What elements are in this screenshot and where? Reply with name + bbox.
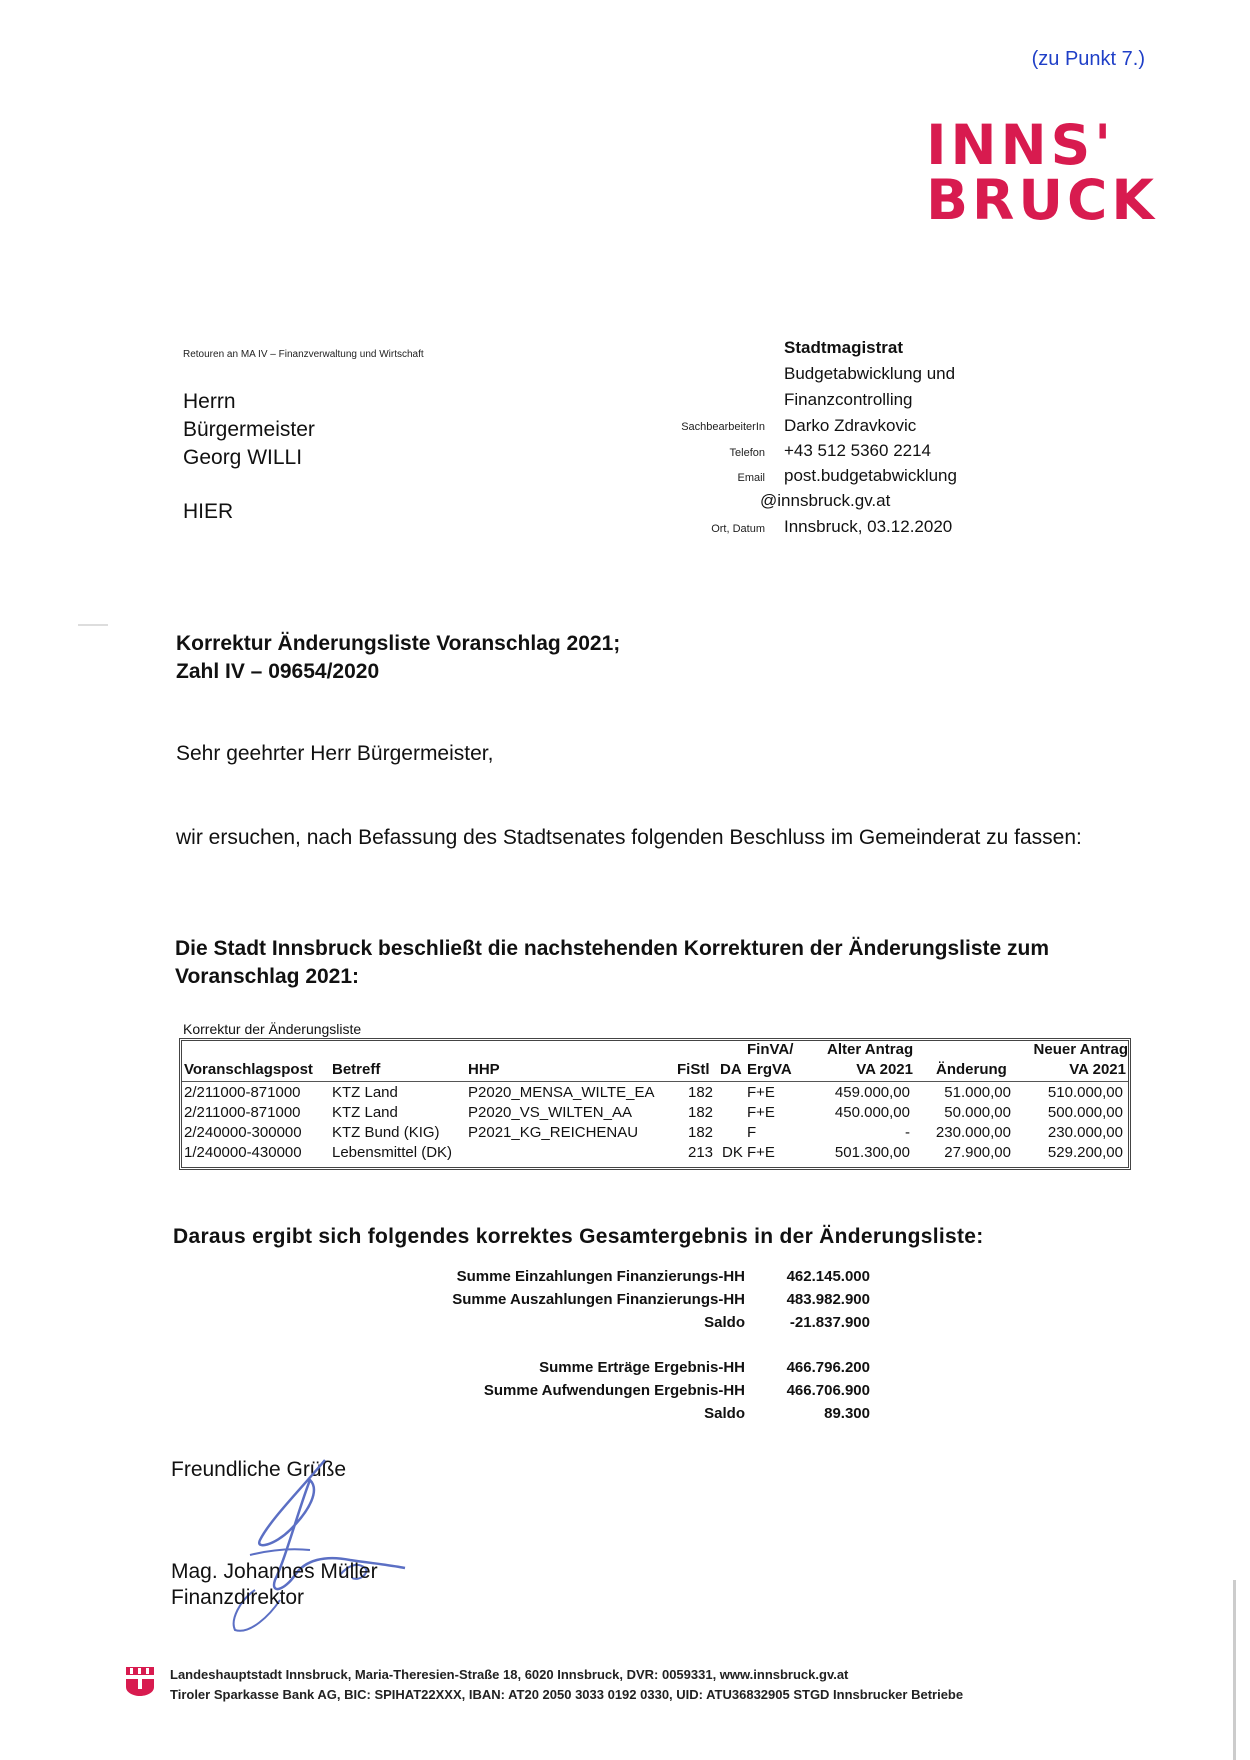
clerk-name: Darko Zdravkovic <box>784 416 917 435</box>
row-2-hhp: P2020_VS_WILTEN_AA <box>468 1104 632 1121</box>
summary-value-2: 483.982.900 <box>786 1291 870 1308</box>
subject-line-2: Zahl IV – 09654/2020 <box>176 660 380 683</box>
row-2-fistl: 182 <box>688 1104 714 1121</box>
recipient-line-2: Bürgermeister <box>183 418 315 441</box>
row-2-aenderung: 50.000,00 <box>944 1104 1011 1121</box>
row-4-da: DK <box>722 1144 743 1161</box>
row-1-post: 2/211000-871000 <box>184 1084 301 1101</box>
row-3-post: 2/240000-300000 <box>184 1124 302 1141</box>
summary-label-1: Summe Einzahlungen Finanzierungs-HH <box>456 1268 745 1285</box>
table-caption: Korrektur der Änderungsliste <box>183 1021 362 1037</box>
row-1-neuer: 510.000,00 <box>1047 1084 1123 1101</box>
row-1-alter: 459.000,00 <box>834 1084 910 1101</box>
summary-value-3: -21.837.900 <box>789 1314 870 1331</box>
header-alter-antrag: Alter Antrag <box>827 1041 914 1058</box>
row-1-ergva: F+E <box>747 1084 775 1101</box>
header-divider <box>182 1081 1128 1082</box>
signer-title: Finanzdirektor <box>171 1586 305 1609</box>
row-4-neuer: 529.200,00 <box>1047 1144 1123 1161</box>
row-3-hhp: P2021_KG_REICHENAU <box>468 1124 639 1141</box>
recipient-line-4: HIER <box>183 500 234 523</box>
closing: Freundliche Grüße <box>171 1458 347 1481</box>
row-1-hhp: P2020_MENSA_WILTE_EA <box>468 1084 655 1101</box>
header-va-alter: VA 2021 <box>856 1061 913 1078</box>
header-va-neuer: VA 2021 <box>1069 1061 1126 1078</box>
row-3-betreff: KTZ Bund (KIG) <box>332 1124 440 1141</box>
summary-label-6: Saldo <box>704 1405 745 1422</box>
row-4-alter: 501.300,00 <box>834 1144 910 1161</box>
sender-dept-1: Budgetabwicklung und <box>784 364 956 383</box>
recipient-line-3: Georg WILLI <box>183 446 303 469</box>
row-4-betreff: Lebensmittel (DK) <box>332 1144 453 1161</box>
row-1-fistl: 182 <box>688 1084 714 1101</box>
header-finva: FinVA/ <box>747 1041 794 1058</box>
sender-office: Stadtmagistrat <box>784 338 904 357</box>
header-post: Voranschlagspost <box>184 1061 313 1078</box>
result-title: Daraus ergibt sich folgendes korrektes Gesamtergebnis in der Änderungsliste: <box>173 1225 984 1248</box>
row-2-ergva: F+E <box>747 1104 775 1121</box>
clerk-label: SachbearbeiterIn <box>681 421 765 433</box>
footer-address: Landeshauptstadt Innsbruck, Maria-Theresien-Straße 18, 6020 Innsbruck, DVR: 0059331, www.innsbruck.gv.at <box>170 1667 849 1682</box>
email-address-1: post.budgetabwicklung <box>784 466 957 485</box>
phone-label: Telefon <box>729 447 765 459</box>
summary-label-5: Summe Aufwendungen Ergebnis-HH <box>483 1382 745 1399</box>
row-4-fistl: 213 <box>688 1144 714 1161</box>
subject <box>176 630 620 686</box>
date-value: Innsbruck, 03.12.2020 <box>784 517 953 536</box>
request-paragraph: wir ersuchen, nach Befassung des Stadtsenates folgenden Beschluss im Gemeinderat zu fassen: <box>176 826 1082 849</box>
recipient-line-1: Herrn <box>183 390 236 413</box>
row-1-betreff: KTZ Land <box>332 1084 398 1101</box>
header-hhp: HHP <box>468 1061 500 1078</box>
row-3-fistl: 182 <box>688 1124 714 1141</box>
header-neuer-antrag: Neuer Antrag <box>1033 1041 1128 1058</box>
email-label: Email <box>737 472 765 484</box>
header-da: DA <box>720 1061 742 1078</box>
summary-label-3: Saldo <box>704 1314 745 1331</box>
row-1-aenderung: 51.000,00 <box>944 1084 1011 1101</box>
row-2-betreff: KTZ Land <box>332 1104 398 1121</box>
innsbruck-logo <box>926 113 1158 232</box>
summary-value-4: 466.796.200 <box>786 1359 870 1376</box>
footer-bank: Tiroler Sparkasse Bank AG, BIC: SPIHAT22XXX, IBAN: AT20 2050 3033 0192 0330, UID: ATU36832905 STGD Innsbrucker Betriebe <box>170 1687 964 1702</box>
signature <box>230 1450 410 1640</box>
header-aenderung: Änderung <box>936 1061 1007 1078</box>
logo-line-2: BRUCK <box>926 168 1158 232</box>
innsbruck-coat-of-arms-icon <box>126 1665 154 1697</box>
margin-mark <box>78 624 108 626</box>
header-fistl: FiStl <box>677 1061 710 1078</box>
row-3-alter: - <box>905 1124 910 1141</box>
row-2-neuer: 500.000,00 <box>1047 1104 1123 1121</box>
summary-value-1: 462.145.000 <box>786 1268 870 1285</box>
resolution-text: Die Stadt Innsbruck beschließt die nachstehenden Korrekturen der Änderungsliste zum Voranschlag 2021: <box>175 937 1050 988</box>
row-3-aenderung: 230.000,00 <box>935 1124 1011 1141</box>
corrections-table <box>179 1038 1131 1170</box>
logo-line-1: INNS' <box>926 113 1116 177</box>
row-2-post: 2/211000-871000 <box>184 1104 301 1121</box>
return-address: Retouren an MA IV – Finanzverwaltung und Wirtschaft <box>183 349 424 360</box>
salutation: Sehr geehrter Herr Bürgermeister, <box>176 742 494 765</box>
scan-edge <box>1233 1580 1236 1760</box>
summary-label-4: Summe Erträge Ergebnis-HH <box>539 1359 745 1376</box>
agenda-reference: (zu Punkt 7.) <box>1031 48 1145 70</box>
date-label: Ort, Datum <box>711 523 765 535</box>
signer-name: Mag. Johannes Müller <box>171 1560 378 1583</box>
summary-label-2: Summe Auszahlungen Finanzierungs-HH <box>452 1291 745 1308</box>
summary-value-5: 466.706.900 <box>786 1382 870 1399</box>
row-4-post: 1/240000-430000 <box>184 1144 302 1161</box>
header-ergva: ErgVA <box>747 1061 792 1078</box>
row-3-ergva: F <box>747 1124 757 1141</box>
subject-line-1: Korrektur Änderungsliste Voranschlag 2021; <box>176 632 621 655</box>
sender-dept-2: Finanzcontrolling <box>784 390 913 409</box>
phone-number: +43 512 5360 2214 <box>784 441 932 460</box>
row-4-aenderung: 27.900,00 <box>944 1144 1011 1161</box>
row-4-ergva: F+E <box>747 1144 775 1161</box>
summary-value-6: 89.300 <box>824 1405 870 1422</box>
email-address-2: @innsbruck.gv.at <box>760 491 891 510</box>
row-3-neuer: 230.000,00 <box>1047 1124 1123 1141</box>
row-2-alter: 450.000,00 <box>834 1104 910 1121</box>
header-betreff: Betreff <box>332 1061 381 1078</box>
